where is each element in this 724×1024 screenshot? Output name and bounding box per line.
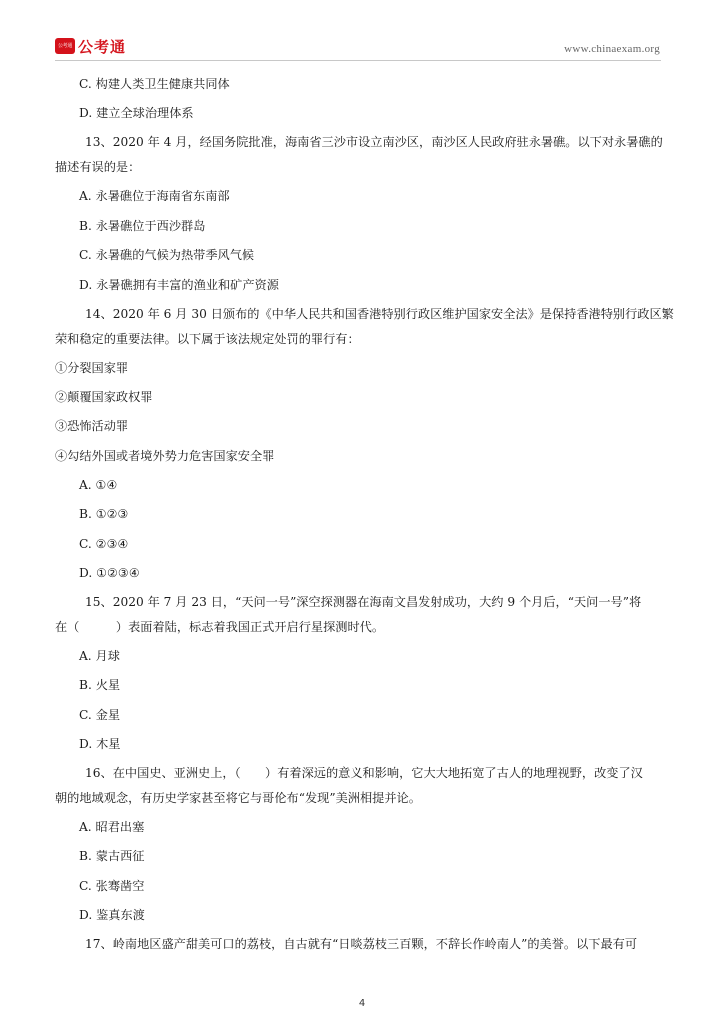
question-16-stem: 16、在中国史、亚洲史上，（ ）有着深远的意义和影响，它大大地拓宽了古人的地理视野，改变了汉: [85, 766, 643, 781]
option-item: A. ①④: [79, 477, 118, 492]
logo-badge-icon: 公考通: [55, 38, 75, 54]
question-13-stem-cont: 描述有误的是：: [55, 160, 141, 175]
question-15-stem-cont: 在（ ）表面着陆，标志着我国正式开启行星探测时代。: [55, 619, 385, 634]
option-item: B. 永暑礁位于西沙群岛: [79, 218, 206, 233]
statement-item: ①分裂国家罪: [55, 360, 129, 375]
statement-item: ④勾结外国或者境外势力危害国家安全罪: [55, 448, 275, 463]
option-item: D. 永暑礁拥有丰富的渔业和矿产资源: [79, 277, 279, 292]
option-item: D. 木星: [79, 737, 121, 752]
option-item: A. 月球: [79, 648, 120, 663]
question-14-stem: 14、2020 年 6 月 30 日颁布的《中华人民共和国香港特别行政区维护国家安全法》是保持香港特别行政区繁: [85, 306, 674, 321]
page-header: [0, 0, 724, 62]
option-item: C. ②③④: [79, 536, 129, 551]
question-13-stem: 13、2020 年 4 月，经国务院批准，海南省三沙市设立南沙区，南沙区人民政府驻永暑礁。以下对永暑礁的: [85, 135, 663, 150]
option-item: B. 蒙古西征: [79, 849, 145, 864]
option-item: D. 鉴真东渡: [79, 908, 145, 923]
option-item: C. 构建人类卫生健康共同体: [79, 77, 230, 91]
page-number: 4: [358, 998, 366, 1009]
question-14-stem-cont: 荣和稳定的重要法律。以下属于该法规定处罚的罪行有：: [55, 331, 360, 346]
option-item: C. 永暑礁的气候为热带季风气候: [79, 248, 255, 263]
statement-item: ③恐怖活动罪: [55, 419, 129, 434]
header-divider: [55, 60, 661, 61]
option-item: B. ①②③: [79, 507, 129, 522]
document-body: [55, 76, 674, 952]
option-item: C. 张骞凿空: [79, 878, 145, 893]
question-17-stem: 17、岭南地区盛产甜美可口的荔枝，自古就有“日啖荔枝三百颗，不辞长作岭南人”的美誉。以下最有可: [85, 937, 638, 952]
option-item: B. 火星: [79, 678, 121, 693]
statement-item: ②颠覆国家政权罪: [55, 389, 153, 404]
option-item: A. 昭君出塞: [79, 820, 145, 835]
site-url: www.chinaexam.org: [564, 43, 660, 55]
option-item: A. 永暑礁位于海南省东南部: [79, 189, 230, 204]
option-item: C. 金星: [79, 707, 121, 722]
option-item: D. ①②③④: [79, 565, 140, 580]
logo-text: 公考通: [78, 37, 127, 56]
question-16-stem-cont: 朝的地域观念，有历史学家甚至将它与哥伦布“发现”美洲相提并论。: [55, 791, 421, 806]
question-15-stem: 15、2020 年 7 月 23 日，“天问一号”深空探测器在海南文昌发射成功，大约 9 个月后，“天问一号”将: [85, 594, 642, 609]
option-item: D. 建立全球治理体系: [79, 106, 194, 121]
brand-logo: [55, 37, 126, 55]
